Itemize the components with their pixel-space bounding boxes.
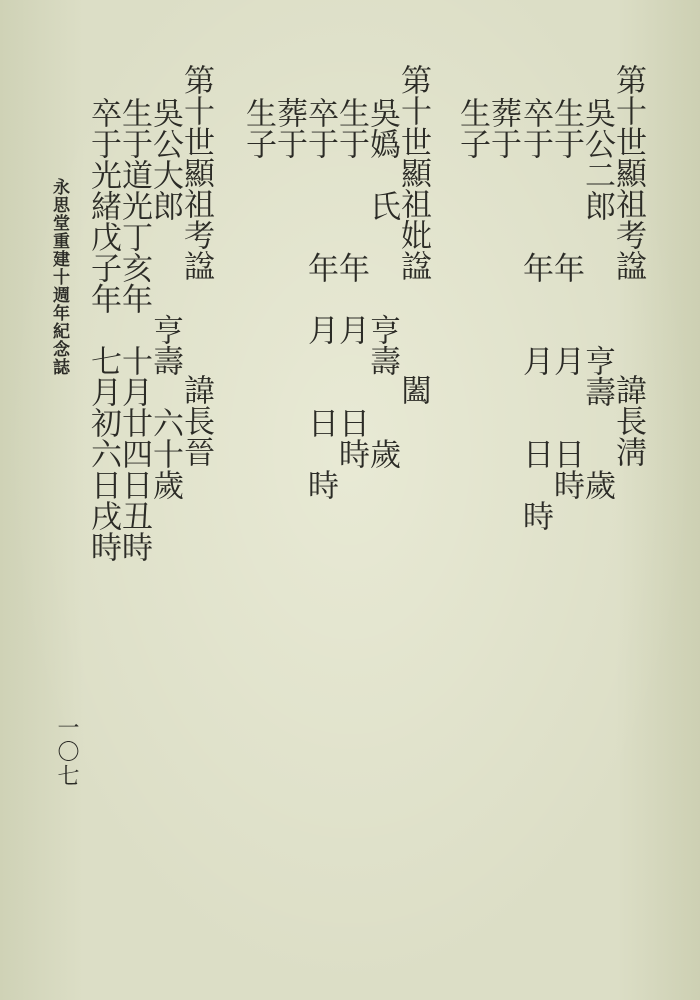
text-column: 生子 xyxy=(240,97,276,159)
text-column: 葬于 xyxy=(271,97,307,159)
text-column: 生于 年 月 日時 xyxy=(333,97,369,469)
text-column: 吳公二郎 亨壽 歲 xyxy=(579,97,615,500)
text-column: 吳公大郎 亨壽 六十歲 xyxy=(147,97,183,500)
text-column: 第十世顯祖妣諡 闔 xyxy=(395,64,431,405)
text-column: 葬于 xyxy=(485,97,521,159)
text-column: 生于 年 月 日時 xyxy=(548,97,584,500)
text-column: 第十世顯祖考諡 諱長晉 xyxy=(178,64,214,467)
text-column: 第十世顯祖考諡 諱長淸 xyxy=(610,64,646,467)
text-column: 生于道光丁亥年 十月廿四日丑時 xyxy=(116,97,152,562)
footer-title: 永思堂重建十週年紀念誌 xyxy=(49,178,69,376)
text-column: 生子 xyxy=(454,97,490,159)
text-column: 卒于 年 月 日 時 xyxy=(517,97,553,531)
text-column: 卒于光緒戊子年 七月初六日戌時 xyxy=(85,97,121,562)
page-number: 一〇七 xyxy=(54,716,79,788)
text-column: 卒于 年 月 日 時 xyxy=(302,97,338,500)
text-column: 吳嬀 氏 亨壽 歲 xyxy=(364,97,400,469)
